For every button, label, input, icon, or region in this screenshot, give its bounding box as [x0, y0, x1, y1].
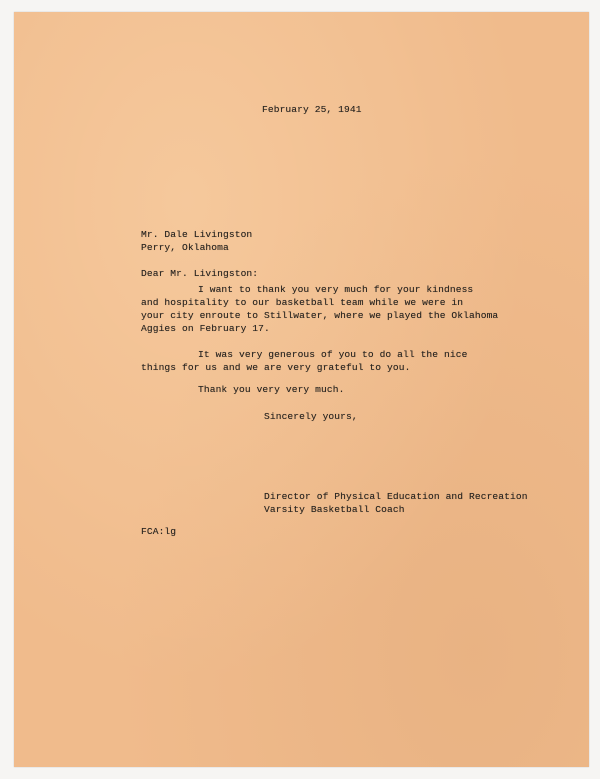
- reference-initials: FCA:lg: [141, 526, 177, 537]
- recipient-location: Perry, Oklahoma: [141, 242, 229, 253]
- body-line: It was very generous of you to do all the nice: [198, 349, 468, 360]
- body-line: Thank you very very much.: [198, 384, 345, 395]
- letter-date: February 25, 1941: [262, 104, 362, 115]
- body-line: Aggies on February 17.: [141, 323, 270, 334]
- letter-page: [14, 12, 589, 767]
- body-line: things for us and we are very grateful to you.: [141, 362, 411, 373]
- body-line: I want to thank you very much for your kindness: [198, 284, 474, 295]
- body-line: your city enroute to Stillwater, where we played the Oklahoma: [141, 310, 499, 321]
- signature-title: Director of Physical Education and Recreation: [264, 491, 528, 502]
- closing: Sincerely yours,: [264, 411, 358, 422]
- salutation: Dear Mr. Livingston:: [141, 268, 259, 279]
- recipient-name: Mr. Dale Livingston: [141, 229, 253, 240]
- body-line: and hospitality to our basketball team while we were in: [141, 297, 464, 308]
- signature-title: Varsity Basketball Coach: [264, 504, 405, 515]
